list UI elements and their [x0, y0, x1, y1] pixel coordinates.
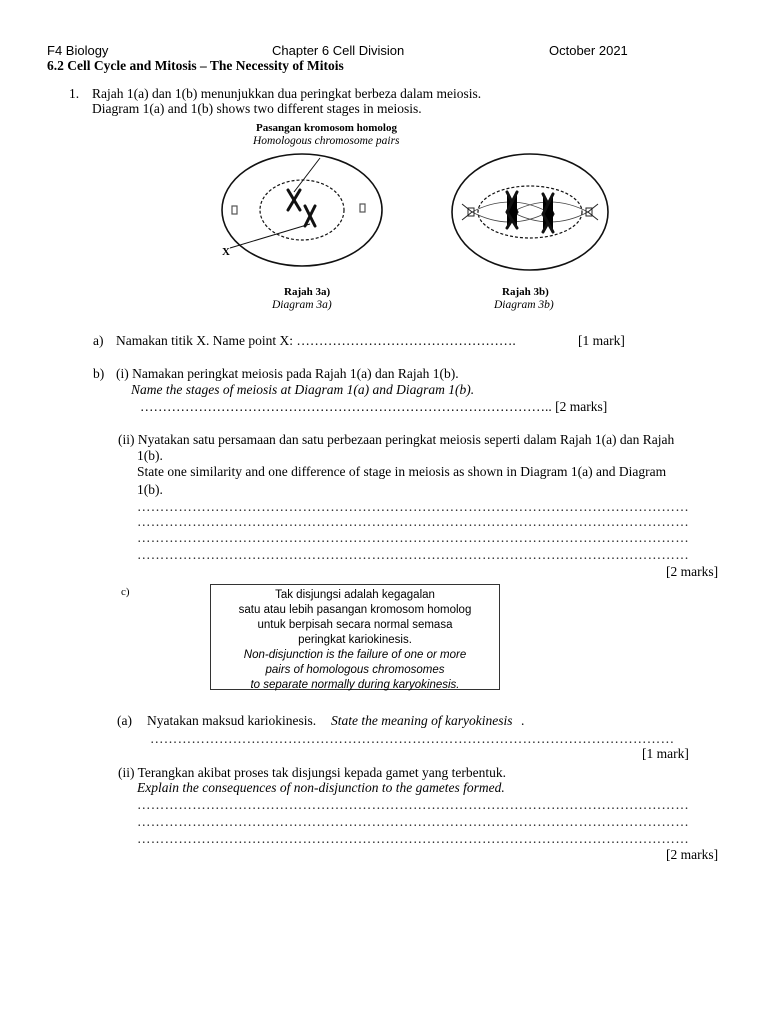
- question-c-a-en: State the meaning of karyokinesis: [331, 713, 513, 728]
- question-b-ii-en-1: State one similarity and one difference of stage in meiosis as shown in Diagram 1(a) and Diagram: [137, 464, 667, 479]
- question-b-i-ms: (i) Namakan peringkat meiosis pada Rajah 1(a) dan Rajah 1(b).: [116, 366, 459, 381]
- cell-diagram-a: [222, 154, 382, 266]
- question-number: 1.: [69, 86, 80, 101]
- header-chapter: Chapter 6 Cell Division: [272, 43, 405, 58]
- question-c-a-letter: (a): [117, 713, 132, 728]
- section-title: 6.2 Cell Cycle and Mitosis – The Necessity of Mitois: [47, 58, 344, 73]
- definition-en-line: to separate normally during karyokinesis.: [250, 679, 460, 691]
- figure-label-ms: Pasangan kromosom homolog: [256, 122, 397, 134]
- answer-line[interactable]: …………………………………………………………………………………………………………: [137, 814, 689, 829]
- point-x-label: X: [222, 246, 230, 258]
- question-b-ii-ms-1: (ii) Nyatakan satu persamaan dan satu perbezaan peringkat meiosis seperti dalam Rajah 1(a) dan Rajah: [118, 432, 675, 447]
- question-b-i-answer-line[interactable]: ……………………………………………………………………………….. [2 marks]: [140, 399, 608, 414]
- caption-left-ms: Rajah 3a): [284, 286, 331, 298]
- caption-left-en: Diagram 3a): [272, 299, 332, 311]
- definition-en-line: pairs of homologous chromosomes: [265, 664, 445, 676]
- definition-ms-line: satu atau lebih pasangan kromosom homolog: [238, 604, 472, 616]
- header-subject: F4 Biology: [47, 43, 109, 58]
- question-a-text: Namakan titik X. Name point X: ………………………………………….: [116, 333, 516, 348]
- caption-right-en: Diagram 3b): [494, 299, 554, 311]
- question-c-ii-en: Explain the consequences of non-disjunction to the gametes formed.: [137, 780, 505, 795]
- answer-line[interactable]: …………………………………………………………………………………………………………: [137, 547, 689, 562]
- question-c-a-answer-line[interactable]: ……………………………………………………………………………………………………: [150, 731, 675, 746]
- question-a-letter: a): [93, 333, 104, 348]
- answer-line[interactable]: …………………………………………………………………………………………………………: [137, 499, 689, 514]
- question-c-ii-marks: [2 marks]: [666, 847, 719, 862]
- answer-line[interactable]: …………………………………………………………………………………………………………: [137, 831, 689, 846]
- answer-line[interactable]: …………………………………………………………………………………………………………: [137, 797, 689, 812]
- definition-box: [210, 584, 500, 690]
- figure-label-en: Homologous chromosome pairs: [253, 135, 400, 147]
- question-stem-en: Diagram 1(a) and 1(b) shows two different stages in meiosis.: [92, 101, 422, 116]
- question-b-ii-en-2: 1(b).: [137, 482, 163, 497]
- answer-line[interactable]: …………………………………………………………………………………………………………: [137, 530, 689, 545]
- definition-ms-line: peringkat kariokinesis.: [298, 634, 412, 646]
- question-c-letter: c): [121, 586, 130, 598]
- question-c-ii-ms: (ii) Terangkan akibat proses tak disjungsi kepada gamet yang terbentuk.: [118, 765, 506, 780]
- meiosis-diagrams: [210, 118, 620, 318]
- question-stem-ms: Rajah 1(a) dan 1(b) menunjukkan dua peringkat berbeza dalam meiosis.: [92, 86, 482, 101]
- question-b-ii-ms-2: 1(b).: [137, 448, 163, 463]
- question-b-ii-marks: [2 marks]: [666, 564, 719, 579]
- definition-en-line: Non-disjunction is the failure of one or more: [243, 649, 467, 661]
- answer-line[interactable]: …………………………………………………………………………………………………………: [137, 514, 689, 529]
- question-b-i-en: Name the stages of meiosis at Diagram 1(a) and Diagram 1(b).: [131, 382, 475, 397]
- question-b-letter: b): [93, 366, 105, 381]
- header-date: October 2021: [549, 43, 628, 58]
- caption-right-ms: Rajah 3b): [502, 286, 549, 298]
- definition-ms-line: untuk berpisah secara normal semasa: [257, 619, 453, 631]
- question-c-a-ms: Nyatakan maksud kariokinesis.: [147, 713, 317, 728]
- definition-ms-line: Tak disjungsi adalah kegagalan: [275, 589, 435, 601]
- question-c-a-marks: [1 mark]: [642, 746, 689, 761]
- cell-diagram-b: [452, 154, 608, 270]
- question-a-marks: [1 mark]: [578, 333, 625, 348]
- question-c-a-period: .: [521, 713, 525, 728]
